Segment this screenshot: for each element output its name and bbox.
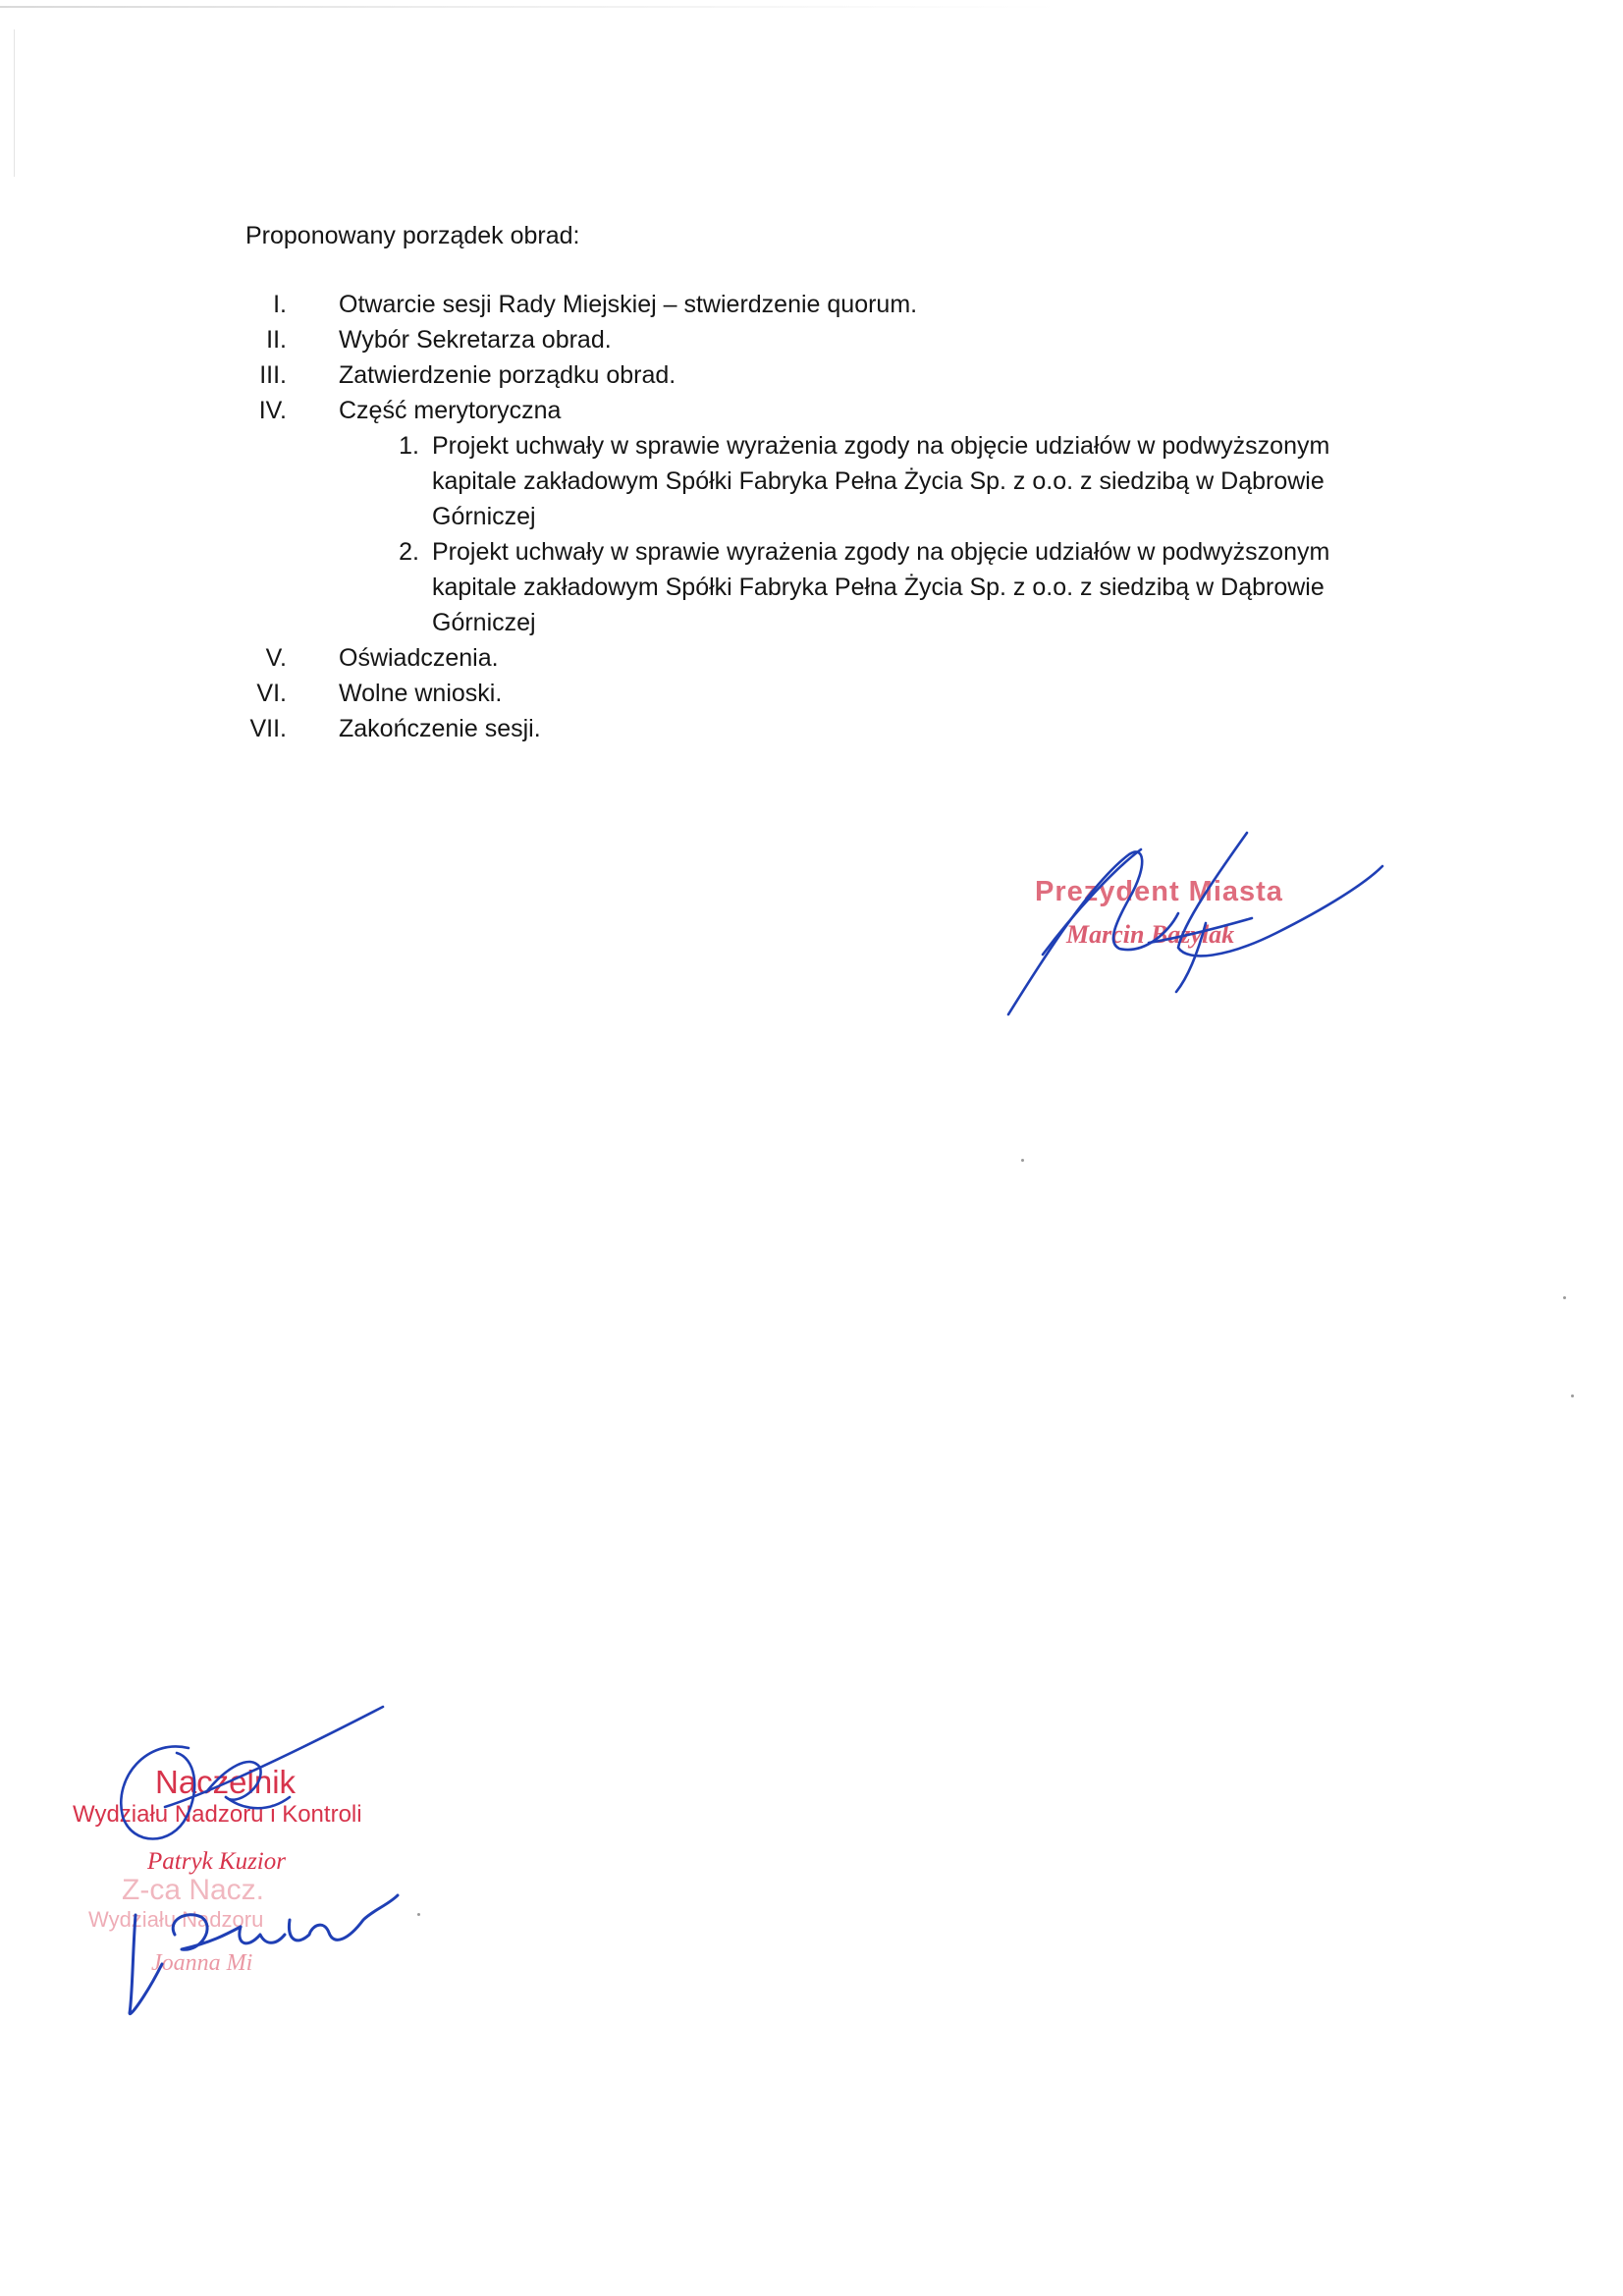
head-stamp-name: Patryk Kuzior	[147, 1848, 286, 1875]
mayor-signature-icon	[982, 815, 1414, 1031]
agenda-item-number: VII.	[249, 715, 287, 742]
scan-speck	[1563, 1296, 1566, 1299]
agenda-item-text: Oświadczenia.	[339, 644, 499, 672]
scan-speck	[1571, 1394, 1574, 1397]
scan-edge-top	[0, 6, 1060, 8]
agenda-sub-item-text: Projekt uchwały w sprawie wyrażenia zgody na objęcie udziałów w podwyższonym kapitale zakładowym Spółki Fabryka Pełna Życia Sp. z o.o. z siedzibą w Dąbrowie Górniczej	[432, 432, 1330, 530]
mayor-stamp-name: Marcin Bazylak	[1066, 920, 1235, 949]
agenda-item-number: V.	[265, 644, 287, 672]
head-signature-icon	[79, 1699, 432, 2023]
agenda-item	[216, 393, 1453, 640]
agenda-item	[216, 322, 1453, 357]
deputy-stamp-name: Joanna Mi	[151, 1950, 253, 1976]
agenda-item-number: I.	[273, 291, 287, 318]
deputy-stamp-title: Z-ca Nacz.	[122, 1874, 265, 1906]
mayor-stamp-title: Prezydent Miasta	[1035, 876, 1283, 907]
agenda-item-text: Wolne wnioski.	[339, 680, 503, 707]
agenda-item-text: Zakończenie sesji.	[339, 715, 541, 742]
agenda-item-number: II.	[266, 326, 287, 354]
agenda-sub-item-text: Projekt uchwały w sprawie wyrażenia zgody na objęcie udziałów w podwyższonym kapitale zakładowym Spółki Fabryka Pełna Życia Sp. z o.o. z siedzibą w Dąbrowie Górniczej	[432, 538, 1330, 636]
agenda-item	[216, 676, 1453, 711]
head-stamp-department: Wydziału Nadzoru i Kontroli	[73, 1801, 362, 1828]
agenda-sub-item	[339, 428, 1414, 534]
agenda-sub-item-number: 1.	[399, 432, 419, 460]
agenda-item-text: Otwarcie sesji Rady Miejskiej – stwierdzenie quorum.	[339, 291, 918, 318]
agenda-sub-item	[339, 534, 1414, 640]
head-stamp-title: Naczelnik	[155, 1764, 297, 1800]
agenda-sub-item-number: 2.	[399, 538, 419, 566]
scan-edge-left	[14, 29, 15, 177]
agenda-item	[216, 640, 1453, 676]
agenda-list	[216, 287, 1453, 746]
agenda-item-number: III.	[259, 361, 287, 389]
agenda-item	[216, 711, 1453, 746]
agenda-sub-list	[339, 428, 1453, 640]
deputy-stamp-department: Wydziału Nadzoru	[88, 1907, 264, 1932]
scan-speck	[417, 1913, 420, 1916]
agenda-intro: Proponowany porządek obrad:	[245, 222, 580, 249]
agenda-item	[216, 357, 1453, 393]
agenda-item-text: Wybór Sekretarza obrad.	[339, 326, 612, 354]
agenda-item	[216, 287, 1453, 322]
agenda-item-number: IV.	[258, 397, 287, 424]
agenda-item-number: VI.	[256, 680, 287, 707]
agenda-item-text: Zatwierdzenie porządku obrad.	[339, 361, 676, 389]
scan-speck	[1021, 1159, 1024, 1162]
agenda-item-text: Część merytoryczna	[339, 397, 562, 424]
